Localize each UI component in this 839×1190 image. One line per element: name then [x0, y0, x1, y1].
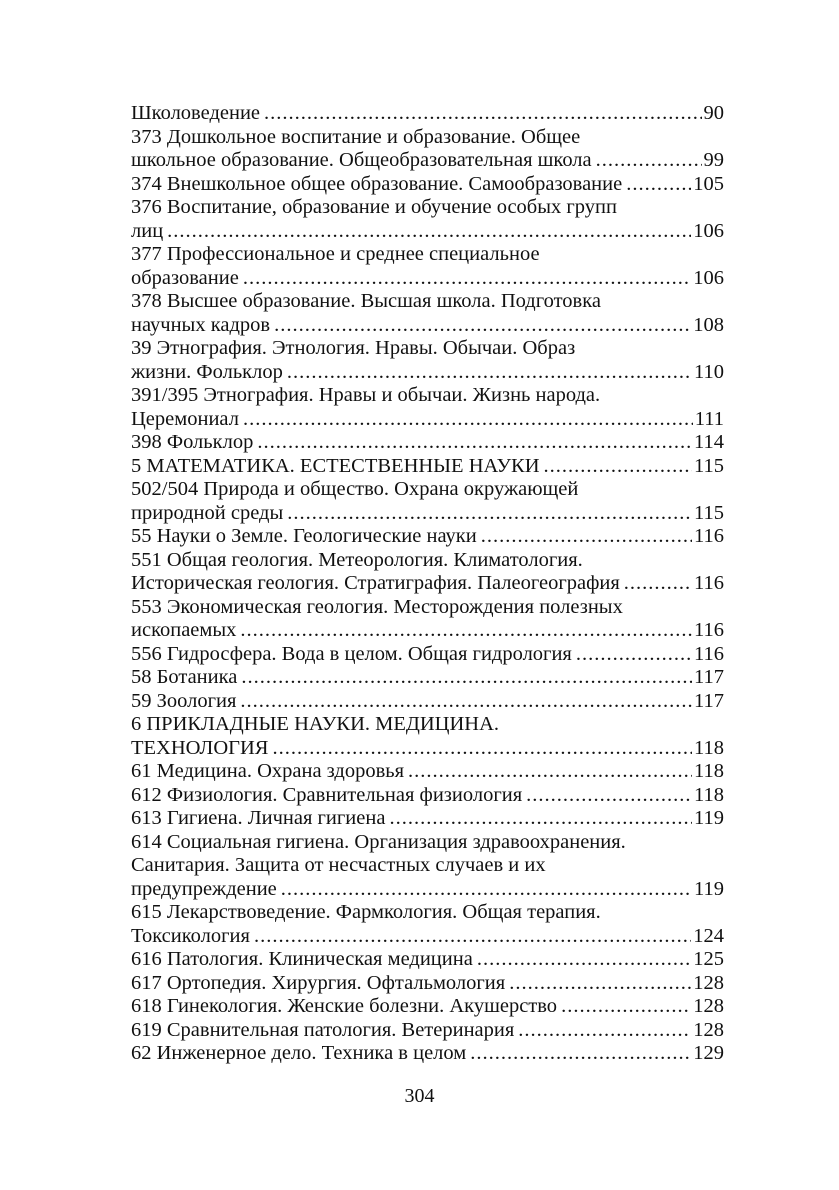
toc-entry-page: 99	[703, 149, 724, 171]
toc-entry-text: 612 Физиология. Сравнительная физиология	[131, 783, 523, 806]
dot-leader	[274, 314, 691, 338]
toc-entry-text: научных кадров	[131, 313, 271, 336]
toc-entry-text: 374 Внешкольное общее образование. Самообразование	[131, 172, 623, 195]
toc-entry-page: 128	[693, 995, 724, 1017]
toc-entry-text: Санитария. Защита от несчастных случаев и их	[131, 854, 546, 876]
toc-entry-line	[131, 267, 724, 291]
toc-entry-line	[131, 784, 724, 808]
toc-entry-text: 614 Социальная гигиена. Организация здравоохранения.	[131, 830, 626, 853]
dot-leader	[408, 760, 692, 784]
toc-entry-page: 108	[693, 313, 724, 336]
toc-entry-line	[131, 361, 724, 385]
toc-entry-text: 615 Лекарствоведение. Фармкология. Общая терапия.	[131, 901, 601, 923]
toc-entry-line	[131, 925, 724, 949]
toc-entry-line	[131, 760, 724, 784]
toc-entry-line	[131, 126, 724, 150]
dot-leader	[481, 525, 692, 549]
toc-entry-text: Историческая геология. Стратиграфия. Палеогеография	[131, 572, 620, 594]
toc-entry-line	[131, 854, 724, 878]
toc-entry-line	[131, 807, 724, 831]
toc-entry-page: 116	[694, 525, 724, 547]
toc-entry-text: 39 Этнография. Этнология. Нравы. Обычаи. Образ	[131, 337, 576, 359]
toc-entry-page: 116	[694, 619, 724, 641]
dot-leader	[264, 102, 701, 126]
toc-entry-text: 376 Воспитание, образование и обучение особых групп	[131, 196, 617, 218]
table-of-contents	[131, 102, 724, 1066]
page-number: 304	[404, 1085, 435, 1107]
toc-entry-text: жизни. Фольклор	[131, 360, 283, 383]
dot-leader	[596, 149, 702, 173]
toc-entry-line	[131, 643, 724, 667]
toc-entry-page: 124	[693, 924, 724, 947]
toc-entry-page: 90	[703, 102, 724, 124]
toc-entry-page: 117	[694, 666, 724, 688]
toc-entry-page: 117	[694, 689, 724, 712]
toc-entry-page: 114	[694, 431, 724, 453]
dot-leader	[470, 1042, 691, 1066]
dot-leader	[243, 408, 693, 432]
toc-entry-text: природной среды	[131, 501, 284, 524]
toc-entry-text: 398 Фольклор	[131, 431, 254, 453]
dot-leader	[518, 1019, 691, 1043]
toc-entry-line	[131, 196, 724, 220]
toc-entry-line	[131, 337, 724, 361]
toc-entry-line	[131, 290, 724, 314]
toc-entry-line	[131, 431, 724, 455]
toc-entry-text: ТЕХНОЛОГИЯ	[131, 736, 269, 759]
toc-entry-line	[131, 502, 724, 526]
toc-entry-line	[131, 878, 724, 902]
toc-entry-page: 118	[694, 783, 724, 806]
dot-leader	[477, 948, 691, 972]
toc-entry-line	[131, 1042, 724, 1066]
toc-entry-text: 613 Гигиена. Личная гигиена	[131, 807, 386, 829]
toc-entry-page: 128	[693, 1018, 724, 1041]
toc-entry-text: 58 Ботаника	[131, 666, 238, 688]
toc-entry-text: 619 Сравнительная патология. Ветеринария	[131, 1018, 515, 1041]
dot-leader	[281, 878, 692, 902]
dot-leader	[561, 995, 691, 1019]
toc-entry-page: 115	[694, 454, 724, 477]
toc-entry-text: 553 Экономическая геология. Месторождения полезных	[131, 595, 623, 618]
dot-leader	[287, 361, 692, 385]
toc-entry-page: 128	[693, 971, 724, 994]
toc-entry-page: 119	[694, 807, 724, 829]
toc-entry-page: 118	[694, 736, 724, 759]
toc-entry-line	[131, 243, 724, 267]
dot-leader	[272, 737, 692, 761]
toc-entry-text: 59 Зоология	[131, 689, 237, 712]
toc-entry-text: 618 Гинекология. Женские болезни. Акушерство	[131, 995, 558, 1017]
dot-leader	[389, 807, 692, 831]
dot-leader	[240, 619, 692, 643]
toc-entry-text: 5 МАТЕМАТИКА. ЕСТЕСТВЕННЫЕ НАУКИ	[131, 454, 540, 477]
toc-entry-text: 556 Гидросфера. Вода в целом. Общая гидрология	[131, 642, 572, 665]
dot-leader	[624, 572, 692, 596]
toc-entry-page: 111	[694, 407, 724, 430]
dot-leader	[254, 925, 691, 949]
toc-entry-line	[131, 102, 724, 126]
toc-entry-text: 616 Патология. Клиническая медицина	[131, 948, 473, 970]
toc-entry-line	[131, 831, 724, 855]
toc-entry-line	[131, 549, 724, 573]
toc-entry-text: предупреждение	[131, 877, 277, 900]
toc-entry-page: 106	[693, 219, 724, 242]
toc-entry-text: 373 Дошкольное воспитание и образование. Общее	[131, 125, 581, 148]
dot-leader	[257, 431, 692, 455]
toc-entry-line	[131, 619, 724, 643]
dot-leader	[287, 502, 692, 526]
toc-entry-line	[131, 314, 724, 338]
dot-leader	[243, 267, 691, 291]
toc-entry-page: 119	[694, 877, 724, 900]
toc-entry-line	[131, 901, 724, 925]
toc-entry-line	[131, 455, 724, 479]
toc-entry-text: 391/395 Этнография. Нравы и обычаи. Жизнь народа.	[131, 384, 601, 406]
dot-leader	[509, 972, 691, 996]
dot-leader	[167, 220, 691, 244]
toc-entry-line	[131, 596, 724, 620]
dot-leader	[576, 643, 692, 667]
toc-entry-text: образование	[131, 266, 239, 289]
toc-entry-page: 116	[694, 572, 724, 594]
toc-entry-page: 105	[693, 172, 724, 195]
toc-entry-line	[131, 972, 724, 996]
toc-entry-line	[131, 149, 724, 173]
toc-entry-page: 115	[694, 501, 724, 524]
toc-entry-text: 617 Ортопедия. Хирургия. Офтальмология	[131, 971, 506, 994]
dot-leader	[240, 690, 692, 714]
toc-entry-line	[131, 408, 724, 432]
toc-entry-text: 502/504 Природа и общество. Охрана окружающей	[131, 478, 579, 500]
toc-entry-text: Школоведение	[131, 102, 261, 124]
toc-entry-text: ископаемых	[131, 619, 237, 641]
toc-entry-line	[131, 995, 724, 1019]
toc-entry-page: 116	[694, 642, 724, 665]
toc-entry-text: Церемониал	[131, 407, 239, 430]
toc-entry-text: лиц	[131, 219, 164, 242]
toc-entry-line	[131, 737, 724, 761]
toc-entry-page: 110	[694, 360, 724, 383]
toc-entry-text: 378 Высшее образование. Высшая школа. Подготовка	[131, 290, 601, 312]
toc-entry-text: 377 Профессиональное и среднее специальное	[131, 243, 540, 265]
toc-entry-text: 551 Общая геология. Метеорология. Климатология.	[131, 548, 583, 571]
toc-entry-line	[131, 173, 724, 197]
dot-leader	[626, 173, 691, 197]
toc-entry-page: 125	[693, 948, 724, 970]
toc-entry-text: 61 Медицина. Охрана здоровья	[131, 760, 405, 782]
toc-entry-page: 106	[693, 266, 724, 289]
toc-entry-line	[131, 713, 724, 737]
toc-entry-line	[131, 666, 724, 690]
dot-leader	[241, 666, 692, 690]
toc-entry-text: 6 ПРИКЛАДНЫЕ НАУКИ. МЕДИЦИНА.	[131, 713, 500, 735]
toc-entry-text: 55 Науки о Земле. Геологические науки	[131, 525, 477, 547]
toc-entry-line	[131, 384, 724, 408]
toc-entry-line	[131, 220, 724, 244]
toc-entry-line	[131, 525, 724, 549]
toc-entry-line	[131, 690, 724, 714]
toc-entry-text: 62 Инженерное дело. Техника в целом	[131, 1042, 467, 1064]
toc-entry-line	[131, 1019, 724, 1043]
toc-entry-line	[131, 572, 724, 596]
toc-entry-page: 118	[694, 760, 724, 782]
dot-leader	[526, 784, 692, 808]
toc-entry-page: 129	[693, 1042, 724, 1064]
toc-entry-line	[131, 478, 724, 502]
toc-entry-line	[131, 948, 724, 972]
toc-entry-text: школьное образование. Общеобразовательная школа	[131, 149, 592, 171]
dot-leader	[544, 455, 693, 479]
toc-entry-text: Токсикология	[131, 924, 250, 947]
